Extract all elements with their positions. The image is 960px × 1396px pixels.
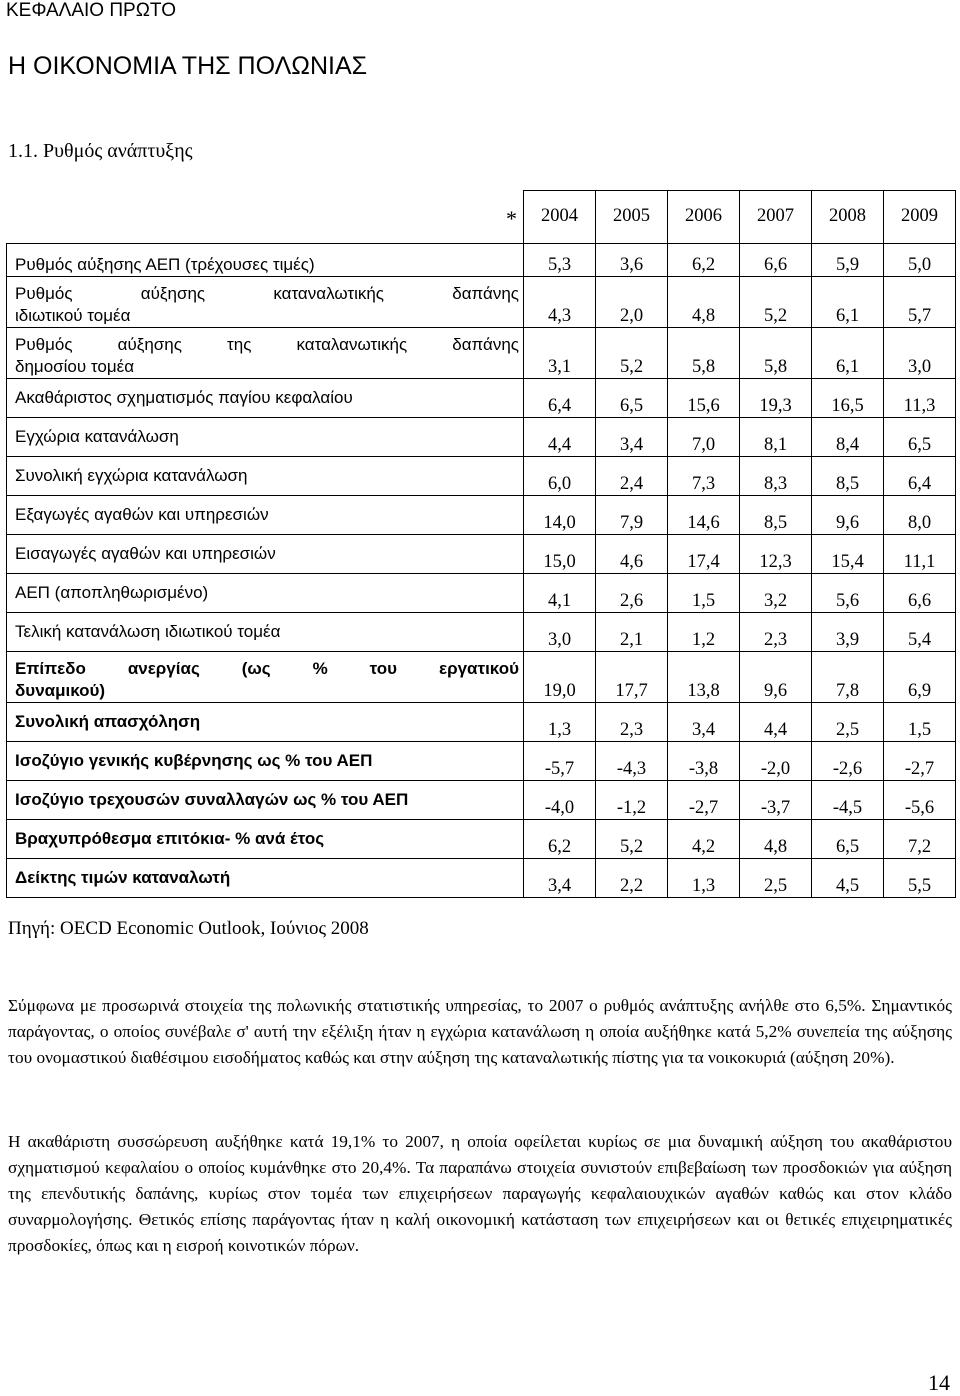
cell-value: 4,8 xyxy=(668,276,740,327)
cell-value: 5,4 xyxy=(884,612,956,651)
cell-value: -4,0 xyxy=(524,780,596,819)
cell-value: 9,6 xyxy=(812,495,884,534)
row-label: Βραχυπρόθεσμα επιτόκια- % ανά έτος xyxy=(7,819,524,858)
cell-value: 13,8 xyxy=(668,651,740,702)
table-row xyxy=(7,534,956,573)
cell-value: -3,8 xyxy=(668,741,740,780)
cell-value: 12,3 xyxy=(740,534,812,573)
cell-value: 7,8 xyxy=(812,651,884,702)
row-label-line-1: Ρυθμός αύξησης της καταλανωτικής δαπάνης xyxy=(15,334,519,354)
cell-value: 8,1 xyxy=(740,417,812,456)
cell-value: 4,6 xyxy=(596,534,668,573)
year-header: 2008 xyxy=(812,191,884,244)
year-header: 2006 xyxy=(668,191,740,244)
cell-value: 6,4 xyxy=(884,456,956,495)
row-label-line-1: Επίπεδο ανεργίας (ως % του εργατικού xyxy=(15,658,519,678)
cell-value: 9,6 xyxy=(740,651,812,702)
cell-value: 6,1 xyxy=(812,327,884,378)
cell-value: 3,9 xyxy=(812,612,884,651)
cell-value: 6,6 xyxy=(740,243,812,276)
row-label: Ρυθμός αύξησης ΑΕΠ (τρέχουσες τιμές) xyxy=(7,243,524,276)
cell-value: 14,0 xyxy=(524,495,596,534)
table-row xyxy=(7,651,956,702)
cell-value: 1,2 xyxy=(668,612,740,651)
table-row xyxy=(7,741,956,780)
cell-value: 3,2 xyxy=(740,573,812,612)
row-label: Εισαγωγές αγαθών και υπηρεσιών xyxy=(7,534,524,573)
row-label: Συνολική εγχώρια κατανάλωση xyxy=(7,456,524,495)
year-header: 2009 xyxy=(884,191,956,244)
cell-value: 5,2 xyxy=(596,819,668,858)
table-header-row xyxy=(7,191,956,244)
cell-value: 8,0 xyxy=(884,495,956,534)
cell-value: 2,5 xyxy=(812,702,884,741)
cell-value: 4,4 xyxy=(740,702,812,741)
paragraph: Η ακαθάριστη συσσώρευση αυξήθηκε κατά 19,1% το 2007, η οποία οφείλεται κυρίως σε μια δυναμική αύξηση του ακαθάριστου σχηματισμού κεφαλαίου ο οποίος κυμάνθηκε στο 20,4%. Τα παραπάνω στοιχεία συνιστούν επιβεβαίωση των προσδοκιών για αύξηση της επενδυτικής δαπάνης, κυρίως στον τομέα των επιχειρήσεων παραγωγής κεφαλαιουχικών αγαθών καθώς και στον κλάδο συναρμολογήσης. Θετικός επίσης παράγοντας ήταν η καλή οικονομική κατάσταση των επιχειρήσεων και οι θετικές επιχειρηματικές προσδοκίες, όπως και η εισροή κοινοτικών πόρων. xyxy=(8,1132,952,1255)
table-row xyxy=(7,243,956,276)
header-star: * xyxy=(7,191,524,244)
row-label-line-2: δυναμικού) xyxy=(15,680,106,700)
row-label: Ακαθάριστος σχηματισμός παγίου κεφαλαίου xyxy=(7,378,524,417)
economic-indicators-table xyxy=(6,190,956,898)
cell-value: 8,5 xyxy=(812,456,884,495)
cell-value: 4,1 xyxy=(524,573,596,612)
cell-value: 17,4 xyxy=(668,534,740,573)
table-row xyxy=(7,327,956,378)
row-label xyxy=(7,276,524,327)
cell-value: -5,6 xyxy=(884,780,956,819)
cell-value: 2,5 xyxy=(740,858,812,897)
row-label-line-2: ιδιωτικού τομέα xyxy=(15,305,131,325)
cell-value: 5,8 xyxy=(740,327,812,378)
cell-value: 2,6 xyxy=(596,573,668,612)
cell-value: -1,2 xyxy=(596,780,668,819)
cell-value: 7,0 xyxy=(668,417,740,456)
cell-value: 14,6 xyxy=(668,495,740,534)
cell-value: -2,6 xyxy=(812,741,884,780)
cell-value: 19,0 xyxy=(524,651,596,702)
cell-value: 1,3 xyxy=(524,702,596,741)
cell-value: 3,4 xyxy=(596,417,668,456)
cell-value: 3,0 xyxy=(524,612,596,651)
cell-value: 15,6 xyxy=(668,378,740,417)
paragraph: Σύμφωνα με προσωρινά στοιχεία της πολωνικής στατιστικής υπηρεσίας, το 2007 ο ρυθμός ανάπτυξης ανήλθε στο 6,5%. Σημαντικός παράγοντας, ο οποίος συνέβαλε σ' αυτή την εξέλιξη ήταν η εγχώρια κατανάλωση η οποία αυξήθηκε κατά 5,2% συνεπεία της αύξησης του ονομαστικού διαθέσιμου εισοδήματος καθώς και στην αύξηση της καταναλωτικής πίστης για τα νοικοκυριά (αύξηση 20%). xyxy=(8,996,952,1067)
year-header: 2007 xyxy=(740,191,812,244)
table-row xyxy=(7,858,956,897)
row-label: Συνολική απασχόληση xyxy=(7,702,524,741)
cell-value: 11,1 xyxy=(884,534,956,573)
row-label: Ισοζύγιο τρεχουσών συναλλαγών ως % του ΑΕΠ xyxy=(7,780,524,819)
cell-value: 5,3 xyxy=(524,243,596,276)
cell-value: 8,5 xyxy=(740,495,812,534)
cell-value: 6,5 xyxy=(812,819,884,858)
row-label xyxy=(7,651,524,702)
cell-value: 5,2 xyxy=(740,276,812,327)
row-label: Εγχώρια κατανάλωση xyxy=(7,417,524,456)
cell-value: 7,9 xyxy=(596,495,668,534)
cell-value: 4,4 xyxy=(524,417,596,456)
cell-value: 4,5 xyxy=(812,858,884,897)
cell-value: 2,3 xyxy=(596,702,668,741)
cell-value: 2,2 xyxy=(596,858,668,897)
cell-value: 5,2 xyxy=(596,327,668,378)
cell-value: -5,7 xyxy=(524,741,596,780)
cell-value: 5,9 xyxy=(812,243,884,276)
page-title: Η ΟΙΚΟΝΟΜΙΑ ΤΗΣ ΠΟΛΩΝΙΑΣ xyxy=(8,52,368,80)
table-row xyxy=(7,378,956,417)
cell-value: 5,8 xyxy=(668,327,740,378)
cell-value: 2,0 xyxy=(596,276,668,327)
cell-value: 3,4 xyxy=(668,702,740,741)
cell-value: 3,0 xyxy=(884,327,956,378)
cell-value: 6,6 xyxy=(884,573,956,612)
cell-value: 1,3 xyxy=(668,858,740,897)
cell-value: 6,5 xyxy=(884,417,956,456)
cell-value: 16,5 xyxy=(812,378,884,417)
table-row xyxy=(7,819,956,858)
cell-value: 4,8 xyxy=(740,819,812,858)
row-label-line-2: δημοσίου τομέα xyxy=(15,356,135,376)
page-number: 14 xyxy=(928,1370,950,1395)
cell-value: 4,2 xyxy=(668,819,740,858)
row-label: Εξαγωγές αγαθών και υπηρεσιών xyxy=(7,495,524,534)
cell-value: 15,0 xyxy=(524,534,596,573)
cell-value: 8,4 xyxy=(812,417,884,456)
cell-value: 5,5 xyxy=(884,858,956,897)
cell-value: 2,1 xyxy=(596,612,668,651)
cell-value: 5,6 xyxy=(812,573,884,612)
cell-value: 6,1 xyxy=(812,276,884,327)
cell-value: -4,5 xyxy=(812,780,884,819)
table-row xyxy=(7,573,956,612)
cell-value: 1,5 xyxy=(668,573,740,612)
cell-value: -2,7 xyxy=(884,741,956,780)
chapter-heading: ΚΕΦΑΛΑΙΟ ΠΡΩΤΟ xyxy=(6,0,176,21)
table-source: Πηγή: OECD Economic Outlook, Ιούνιος 2008 xyxy=(8,918,369,939)
cell-value: -2,0 xyxy=(740,741,812,780)
table-row xyxy=(7,495,956,534)
row-label-line-1: Ρυθμός αύξησης καταναλωτικής δαπάνης xyxy=(15,283,519,303)
year-header: 2004 xyxy=(524,191,596,244)
cell-value: 1,5 xyxy=(884,702,956,741)
cell-value: 8,3 xyxy=(740,456,812,495)
cell-value: 19,3 xyxy=(740,378,812,417)
row-label: Ισοζύγιο γενικής κυβέρνησης ως % του ΑΕΠ xyxy=(7,741,524,780)
cell-value: 3,1 xyxy=(524,327,596,378)
cell-value: 3,4 xyxy=(524,858,596,897)
cell-value: 15,4 xyxy=(812,534,884,573)
cell-value: 6,2 xyxy=(524,819,596,858)
cell-value: 6,9 xyxy=(884,651,956,702)
table-row xyxy=(7,612,956,651)
cell-value: 3,6 xyxy=(596,243,668,276)
row-label: Τελική κατανάλωση ιδιωτικού τομέα xyxy=(7,612,524,651)
cell-value: 6,5 xyxy=(596,378,668,417)
table-row xyxy=(7,456,956,495)
cell-value: 17,7 xyxy=(596,651,668,702)
cell-value: 6,4 xyxy=(524,378,596,417)
cell-value: -2,7 xyxy=(668,780,740,819)
table-row xyxy=(7,276,956,327)
cell-value: 2,4 xyxy=(596,456,668,495)
cell-value: 5,0 xyxy=(884,243,956,276)
row-label: Δείκτης τιμών καταναλωτή xyxy=(7,858,524,897)
section-heading: 1.1. Ρυθμός ανάπτυξης xyxy=(8,140,193,162)
table-row xyxy=(7,702,956,741)
table-row xyxy=(7,417,956,456)
cell-value: 6,0 xyxy=(524,456,596,495)
cell-value: 7,2 xyxy=(884,819,956,858)
table-row xyxy=(7,780,956,819)
row-label xyxy=(7,327,524,378)
cell-value: 6,2 xyxy=(668,243,740,276)
cell-value: 2,3 xyxy=(740,612,812,651)
cell-value: -4,3 xyxy=(596,741,668,780)
cell-value: 7,3 xyxy=(668,456,740,495)
cell-value: -3,7 xyxy=(740,780,812,819)
cell-value: 4,3 xyxy=(524,276,596,327)
year-header: 2005 xyxy=(596,191,668,244)
cell-value: 11,3 xyxy=(884,378,956,417)
cell-value: 5,7 xyxy=(884,276,956,327)
row-label: ΑΕΠ (αποπληθωρισμένο) xyxy=(7,573,524,612)
